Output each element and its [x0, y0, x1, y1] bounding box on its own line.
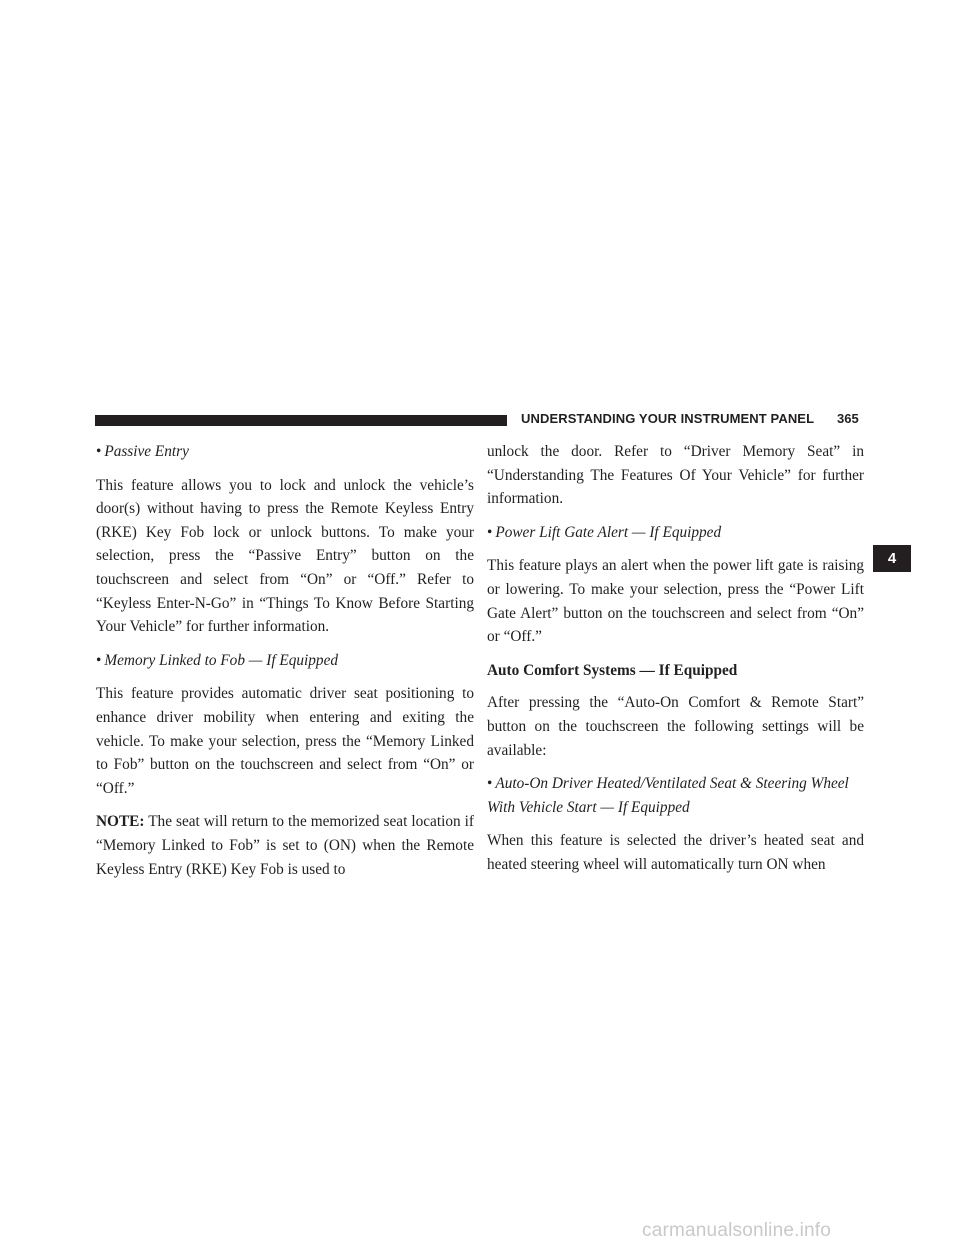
bullet-icon: • — [96, 651, 102, 669]
bullet-icon: • — [487, 775, 493, 793]
bullet-icon: • — [96, 443, 102, 460]
note-text: The seat will return to the memorized seat location if “Memory Linked to Fob” is set to (ON) when the Remote Keyless Entry (RKE) Key Fob is used to — [96, 813, 474, 878]
note-label: NOTE: — [96, 813, 145, 831]
bullet-label: Power Lift Gate Alert — If Equipped — [495, 523, 722, 541]
paragraph-auto-comfort: After pressing the “Auto-On Comfort & Remote Start” button on the touchscreen the following settings will be available: — [487, 694, 864, 759]
running-header-title: UNDERSTANDING YOUR INSTRUMENT PANEL — [521, 411, 815, 426]
bullet-label: Auto-On Driver Heated/Ventilated Seat & Steering Wheel With Vehicle Start — If Equipped — [487, 775, 849, 816]
chapter-tab: 4 — [873, 545, 911, 572]
bullet-power-lift-gate — [487, 521, 864, 545]
watermark: carmanualsonline.info — [642, 1220, 832, 1241]
right-column — [487, 440, 864, 887]
paragraph-memory-linked: This feature provides automatic driver seat positioning to enhance driver mobility when entering and exiting the vehicle. To make your selection, press the “Memory Linked to Fob” button on the touchscreen and select from “On” or “Off.” — [96, 685, 474, 797]
header-rule — [95, 415, 507, 426]
left-column — [96, 440, 474, 891]
page-number: 365 — [837, 411, 859, 426]
bullet-label: Passive Entry — [104, 443, 189, 460]
paragraph-power-lift-gate: This feature plays an alert when the power lift gate is raising or lowering. To make your selection, press the “Power Lift Gate Alert” button on the touchscreen and select from “On” or “Off.” — [487, 557, 864, 646]
note-paragraph — [96, 810, 474, 881]
bullet-memory-linked — [96, 649, 474, 673]
bullet-auto-on-driver — [487, 772, 864, 819]
section-heading-auto-comfort: Auto Comfort Systems — If Equipped — [487, 661, 738, 679]
paragraph-auto-on-driver: When this feature is selected the driver’s heated seat and heated steering wheel will automatically turn ON when — [487, 832, 864, 873]
bullet-passive-entry — [96, 440, 474, 464]
paragraph-passive-entry: This feature allows you to lock and unlock the vehicle’s door(s) without having to press the Remote Keyless Entry (RKE) Key Fob lock or unlock buttons. To make your selection, press the “Passive Entry” button on the touchscreen and select from “On” or “Off.” Refer to “Keyless Enter-N-Go” in “Things To Know Before Starting Your Vehicle” for further information. — [96, 476, 474, 636]
bullet-label: Memory Linked to Fob — If Equipped — [104, 651, 339, 669]
paragraph-continued: unlock the door. Refer to “Driver Memory Seat” in “Understanding The Features Of Your Vehicle” for further information. — [487, 443, 864, 508]
bullet-icon: • — [487, 523, 493, 541]
